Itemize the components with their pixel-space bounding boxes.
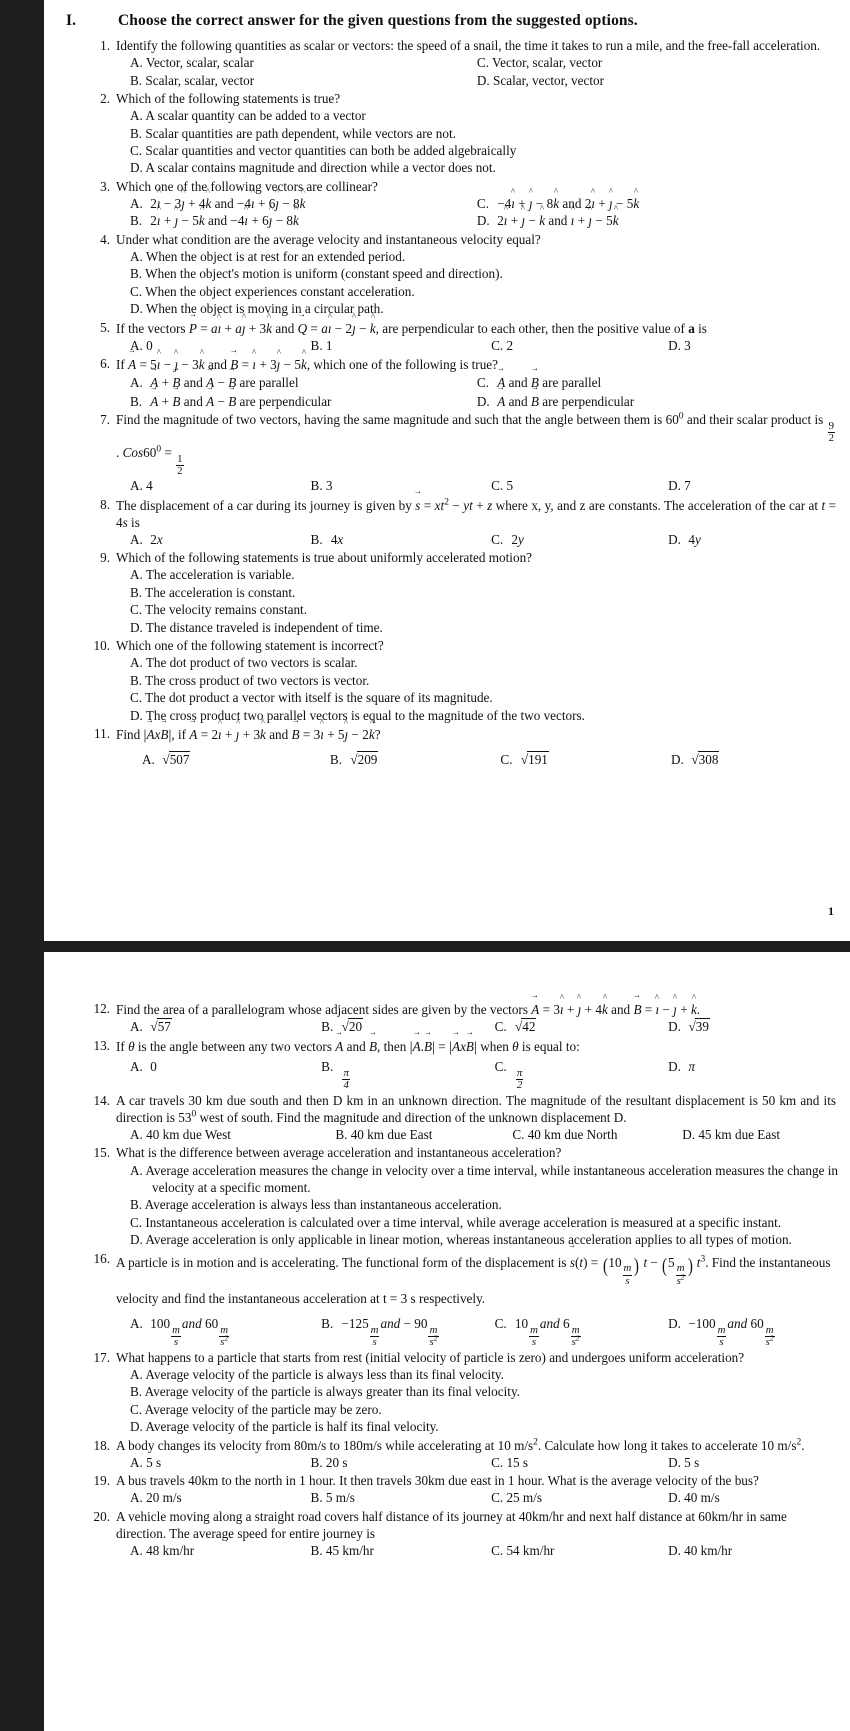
question-text: Find the area of a parallelogram whose adjacent sides are given by the vectors A → = 3ı ^ + ȷ ^ + 4k ^ and B → = ı ^ − ȷ ^ + k ^. [116, 1000, 838, 1018]
question-number: 15. [93, 1145, 110, 1161]
section-heading [66, 12, 838, 30]
option-d[interactable]: D. Average velocity of the particle is half its final velocity. [130, 1419, 439, 1435]
question-text: If θ is the angle between any two vectors A → and B →, then |A →.B →| = |A →xB →| when θ is equal to: [116, 1037, 838, 1058]
option-a[interactable]: A. Average acceleration measures the change in velocity over a time interval, while instantaneous acceleration measures the change in velocity at a specific moment. [130, 1162, 838, 1195]
question-item [82, 1250, 838, 1348]
option-b[interactable]: B. −125 $\frac{m}{s}$ and − 90 $\frac{m}{s^2}$ [321, 1315, 438, 1348]
option-c[interactable]: C. When the object experiences constant acceleration. [130, 283, 415, 299]
question-number: 9. [100, 550, 110, 566]
question-number: 4. [100, 231, 110, 247]
option-c[interactable]: C. Vector, scalar, vector [476, 55, 603, 71]
question-text: If the vectors P → = aı ^ + aȷ ^ + 3k ^ and Q → = aı ^ − 2ȷ ^ − k ^, are perpendicular to each other, then the positive value of a is [116, 319, 838, 337]
question-number: 5. [100, 319, 110, 335]
option-a[interactable]: A. √57 [130, 1019, 171, 1035]
option-d[interactable]: D. The cross product two parallel vectors is equal to the magnitude of the two vectors. [130, 707, 585, 723]
option-group [116, 1126, 838, 1143]
option-a[interactable]: A. 2ı ^ − 3ȷ ^ + 4k ^ and −4ı ^ + 6ȷ ^ − 8k ^ [130, 195, 477, 212]
option-d[interactable]: D. A scalar contains magnitude and direction while a vector does not. [130, 160, 496, 176]
question-item [82, 1092, 838, 1144]
option-b[interactable]: B. √20 [321, 1019, 363, 1035]
question-item [82, 1472, 838, 1507]
option-c[interactable]: C. 40 km due North [512, 1126, 618, 1142]
option-group [116, 337, 838, 354]
question-list-page-1 [82, 37, 838, 769]
question-item [82, 496, 838, 549]
question-text: Which of the following statements is true about uniformly accelerated motion? [116, 550, 533, 566]
option-a[interactable]: A. 0 [130, 337, 153, 353]
question-text: What happens to a particle that starts from rest (initial velocity of particle is zero) and undergoes uniform acceleration? [116, 1349, 745, 1365]
option-d[interactable]: D. √39 [668, 1019, 709, 1035]
option-a[interactable]: A. 2x [130, 531, 163, 547]
question-item [82, 725, 838, 769]
option-c[interactable]: C. The dot product a vector with itself is the square of its magnitude. [130, 690, 493, 706]
option-group [116, 1489, 838, 1506]
question-number: 7. [100, 412, 110, 428]
option-group [116, 1542, 838, 1559]
option-a[interactable]: A. The dot product of two vectors is scalar. [130, 655, 358, 671]
option-c[interactable]: C. $\frac{\pi}{2}$ [494, 1058, 523, 1091]
question-text: A vehicle moving along a straight road covers half distance of its journey at 40km/hr and next half distance at 60km/hr in same direction. The average speed for entire journey is [116, 1508, 787, 1542]
option-c[interactable]: C. 2 [491, 337, 514, 353]
section-roman-numeral: I. [66, 12, 77, 29]
question-number: 1. [100, 38, 110, 53]
option-d[interactable]: D. 4y [668, 531, 701, 547]
option-d[interactable]: D. The distance traveled is independent of time. [130, 619, 383, 635]
option-c[interactable]: C. Scalar quantities and vector quantities can both be added algebraically [130, 143, 517, 158]
question-text: What is the difference between average acceleration and instantaneous acceleration? [116, 1145, 562, 1161]
question-text: Find |A →xB →|, if A → = 2ı ^ + ȷ ^ + 3k ^ and B → = 3ı ^ + 5ȷ ^ − 2k ^? [116, 725, 838, 746]
option-b[interactable]: B. Average velocity of the particle is always greater than its final velocity. [130, 1384, 520, 1400]
option-d[interactable]: D. Average acceleration is only applicable in linear motion, whereas instantaneous acceleration applies to all types of motion. [130, 1232, 792, 1248]
question-text: A particle is in motion and is accelerating. The functional form of the displacement is s →(t) = (10 $\frac{m}{s}$ ) t − (5 $\frac{m}{s^2}$ ) $t^3$. Find the instantaneous velocity and find the instantaneous acceleration at t = 3 s respectively. [116, 1250, 838, 1311]
sqrt-value: 209 [357, 751, 378, 767]
question-text: Which one of the following vectors are collinear? [116, 178, 378, 194]
question-item [82, 37, 838, 89]
question-number: 8. [100, 496, 110, 512]
option-a[interactable]: A. A scalar quantity can be added to a vector [130, 108, 366, 124]
question-item [82, 549, 838, 636]
option-a[interactable]: A. 100 $\frac{m}{s}$ and 60 $\frac{m}{s^2}$ [130, 1315, 229, 1348]
question-item [82, 1349, 838, 1436]
option-c[interactable]: C. A → and B → are parallel [477, 373, 838, 391]
option-b[interactable]: B. 2ı ^ + ȷ ^ − 5k ^ and −4ı ^ + 6ȷ ^ − 8k ^ [130, 212, 477, 229]
page-separator-band [44, 941, 850, 952]
question-text: Find the magnitude of two vectors, having the same magnitude and such that the angle between them is $60^0$ and their scalar product is $\frac{9}{2}$ . $Cos60^0$ = $\frac{1}{2}$ [116, 411, 834, 478]
question-number: 18. [93, 1437, 110, 1453]
sqrt-value: 308 [698, 751, 719, 767]
question-text: The displacement of a car during its journey is given by s → = $xt^2$ − yt + z where x, y, and z are constants. The acceleration of the car at t = 4s is [116, 496, 838, 531]
question-item [82, 178, 838, 230]
sqrt-value: 39 [695, 1019, 709, 1035]
question-item [82, 90, 838, 177]
option-group [116, 1162, 838, 1249]
question-number: 3. [100, 178, 110, 194]
option-a[interactable]: A. 48 km/hr [130, 1543, 195, 1559]
document-page-2 [44, 952, 850, 1560]
question-number: 16. [93, 1250, 110, 1266]
option-group [116, 566, 838, 636]
option-a[interactable]: A. The acceleration is variable. [130, 567, 295, 583]
option-b[interactable]: B. 4x [310, 531, 344, 547]
option-group [116, 373, 838, 410]
question-item [82, 1037, 838, 1091]
option-a[interactable]: A. √507 [142, 751, 190, 767]
option-group [116, 195, 838, 230]
option-group [116, 477, 838, 494]
option-b[interactable]: B. A → + B → and A → − B → are perpendicular [130, 392, 477, 410]
sqrt-value: 57 [157, 1019, 171, 1035]
question-text: Which one of the following statement is incorrect? [116, 638, 384, 654]
option-group [116, 751, 838, 769]
option-c[interactable]: C. Average velocity of the particle may be zero. [130, 1401, 382, 1417]
option-group [116, 248, 838, 318]
question-number: 11. [94, 725, 110, 741]
option-d[interactable]: D. 3 [668, 337, 691, 353]
option-d[interactable]: D. 45 km due East [682, 1126, 781, 1142]
document-page-1 [44, 0, 850, 941]
option-b[interactable]: B. 45 km/hr [310, 1543, 374, 1559]
question-number: 17. [93, 1349, 110, 1365]
question-number: 2. [100, 91, 110, 106]
question-text: A body changes its velocity from 80m/s to 180m/s while accelerating at 10 $m/s^2$. Calculate how long it takes to accelerate 10 $m/s^2$. [116, 1437, 805, 1453]
option-a[interactable]: A. When the object is at rest for an extended period. [130, 249, 406, 264]
option-b[interactable]: B. When the object's motion is uniform (constant speed and direction). [130, 266, 503, 282]
option-a[interactable]: A. 5 s [130, 1454, 162, 1470]
option-d[interactable]: D. 5 s [668, 1454, 700, 1470]
option-group [116, 531, 838, 548]
question-list-page-2 [82, 1000, 838, 1560]
page-number: 1 [828, 904, 834, 918]
section-title: Choose the correct answer for the given questions from the suggested options. [118, 12, 638, 29]
question-item [82, 355, 838, 410]
question-item [82, 1000, 838, 1036]
question-text: A car travels 30 km due south and then D km in an unknown direction. The magnitude of the resultant displacement is 50 km and its direction is $53^0$ west of south. Find the magnitude and direction of the unknown displacement D. [116, 1092, 836, 1125]
option-d[interactable]: D. −100 $\frac{m}{s}$ and 60 $\frac{m}{s^2}$ [668, 1315, 774, 1348]
question-number: 20. [93, 1508, 110, 1524]
question-text: Identify the following quantities as scalar or vectors: the speed of a snail, the time it takes to run a mile, and the free-fall acceleration. [116, 38, 821, 53]
sqrt-value: 20 [348, 1019, 363, 1035]
question-item [82, 319, 838, 355]
option-d[interactable]: D. √308 [670, 751, 719, 767]
question-item [82, 1144, 838, 1248]
question-number: 14. [93, 1092, 110, 1108]
option-group [116, 107, 838, 177]
option-a[interactable]: A. Average velocity of the particle is always less than its final velocity. [130, 1367, 504, 1383]
option-b[interactable]: B. 5 m/s [310, 1490, 355, 1506]
question-text: If A → = 5ı ^ − ȷ ^ − 3k ^ and B → = ı ^ + 3ȷ ^ − 5k ^, which one of the following is true? [116, 355, 838, 373]
question-number: 6. [100, 356, 110, 372]
document-sheet [44, 0, 850, 941]
option-b[interactable]: B. The cross product of two vectors is vector. [130, 672, 370, 688]
option-a[interactable]: A. 0 [130, 1058, 157, 1074]
option-d[interactable]: D. 40 m/s [668, 1490, 720, 1506]
option-d[interactable]: D. π [668, 1058, 695, 1074]
scan-left-gutter [0, 0, 44, 1731]
option-a[interactable]: A. A → + B → and A → − B → are parallel [130, 373, 477, 391]
option-group [116, 54, 838, 89]
question-item [82, 411, 838, 494]
option-c[interactable]: C. 54 km/hr [491, 1543, 555, 1559]
sqrt-value: 42 [522, 1019, 536, 1035]
option-c[interactable]: C. √42 [494, 1019, 536, 1035]
option-c[interactable]: C. √191 [500, 751, 548, 767]
sqrt-value: 191 [528, 751, 548, 767]
option-b[interactable]: B. √209 [329, 751, 378, 767]
option-a[interactable]: A. Vector, scalar, scalar [130, 55, 254, 71]
question-number: 19. [93, 1473, 110, 1489]
document-sheet-2 [44, 952, 850, 1560]
option-group [116, 654, 838, 724]
question-item [82, 231, 838, 318]
option-b[interactable]: B. Scalar quantities are path dependent, while vectors are not. [130, 125, 456, 141]
question-text: A bus travels 40km to the north in 1 hour. It then travels 30km due east in 1 hour. What is the average velocity of the bus? [116, 1473, 759, 1489]
option-b[interactable]: B. $\frac{\pi}{4}$ [321, 1058, 349, 1091]
option-c[interactable]: C. 2y [491, 531, 524, 547]
option-a[interactable]: A. 20 m/s [130, 1490, 182, 1506]
option-c[interactable]: C. The velocity remains constant. [130, 602, 308, 618]
option-d[interactable]: D. A → and B → are perpendicular [477, 392, 838, 410]
question-text: Under what condition are the average velocity and instantaneous velocity equal? [116, 231, 541, 247]
option-c[interactable]: C. −4ı ^ + ȷ ^ − 8k ^ and 2ı ^ + ȷ ^ − 5k ^ [477, 195, 838, 212]
question-number: 12. [93, 1001, 110, 1016]
question-item [82, 1508, 838, 1560]
option-d[interactable]: D. When the object is moving in a circular path. [130, 301, 384, 317]
option-a[interactable]: A. 4 [130, 478, 153, 494]
option-group [116, 1366, 838, 1436]
option-group [116, 1315, 838, 1348]
option-group [116, 1058, 838, 1091]
option-c[interactable]: C. Instantaneous acceleration is calculated over a time interval, while average acceleration is measured at a specific instant. [130, 1214, 782, 1230]
option-c[interactable]: C. 15 s [491, 1454, 529, 1470]
option-c[interactable]: C. 5 [491, 478, 514, 494]
question-item [82, 1437, 838, 1472]
option-b[interactable]: B. Scalar, scalar, vector [130, 72, 255, 88]
option-d[interactable]: D. 7 [668, 478, 691, 494]
option-b[interactable]: B. 1 [310, 337, 333, 353]
option-d[interactable]: D. 2ı ^ + ȷ ^ − k ^ and ı ^ + ȷ ^ − 5k ^ [477, 212, 838, 229]
option-d[interactable]: D. 40 km/hr [668, 1543, 733, 1559]
option-b[interactable]: B. 3 [310, 478, 333, 494]
option-group [116, 1018, 838, 1036]
question-number: 13. [93, 1037, 110, 1053]
question-item [82, 637, 838, 724]
option-c[interactable]: C. 10 $\frac{m}{s}$ and 6 $\frac{m}{s^2}$ [494, 1315, 580, 1348]
option-a[interactable]: A. 40 km due West [130, 1126, 231, 1142]
option-b[interactable]: B. The acceleration is constant. [130, 584, 296, 600]
option-b[interactable]: B. 20 s [310, 1454, 348, 1470]
option-group [116, 1454, 838, 1471]
option-d[interactable]: D. Scalar, vector, vector [476, 72, 605, 88]
option-c[interactable]: C. 25 m/s [491, 1490, 542, 1506]
option-b[interactable]: B. Average acceleration is always less than instantaneous acceleration. [130, 1197, 502, 1213]
question-text: Which of the following statements is true? [116, 91, 341, 106]
question-number: 10. [93, 638, 110, 654]
option-b[interactable]: B. 40 km due East [335, 1126, 433, 1142]
sqrt-value: 507 [169, 751, 190, 767]
